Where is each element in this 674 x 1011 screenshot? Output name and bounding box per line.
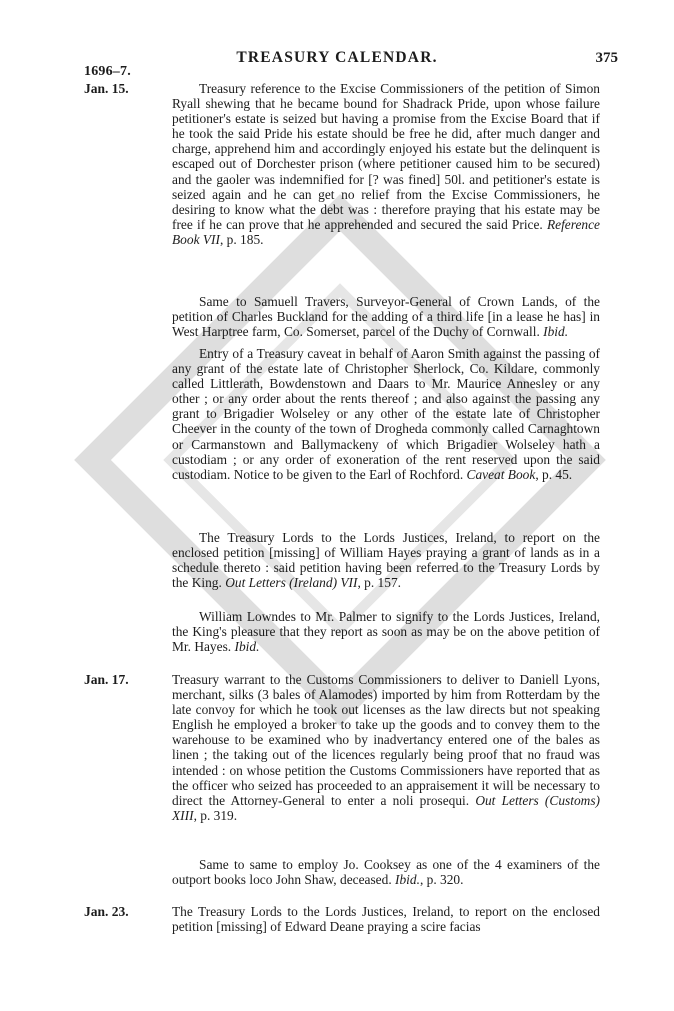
source-reference: Reference Book VII bbox=[172, 216, 600, 247]
entry-text bbox=[172, 81, 600, 247]
source-reference: Ibid. bbox=[395, 872, 420, 888]
source-reference-page: , p. 157. bbox=[357, 575, 401, 591]
source-reference: Out Letters (Ireland) VII bbox=[225, 575, 358, 591]
header-year: 1696–7. bbox=[84, 64, 131, 79]
entry-text bbox=[172, 904, 600, 934]
source-reference: Out Letters (Customs) XIII bbox=[172, 792, 600, 823]
source-reference: Ibid. bbox=[234, 639, 260, 655]
entry-text bbox=[172, 672, 600, 823]
source-reference-page: , p. 45. bbox=[535, 466, 573, 482]
entry-text bbox=[172, 346, 600, 482]
running-title: TREASURY CALENDAR. bbox=[236, 49, 438, 66]
entry-text bbox=[172, 609, 600, 654]
entry-date: Jan. 15. bbox=[84, 81, 129, 96]
entry-body: Same to same to employ Jo. Cooksey as one of the 4 examiners of the outport books loco John Shaw, deceased. bbox=[172, 857, 600, 888]
source-reference-page: , p. 319. bbox=[193, 807, 238, 823]
source-reference: Ibid. bbox=[543, 324, 569, 340]
entry-body: Entry of a Treasury caveat in behalf of Aaron Smith against the passing of any grant of the estate late of Christopher Sherlock, Co. Kildare, commonly called Littlerath, Bowdenstown and Daars to Mr. Maurice Annesley or any other ; or any order about the rents thereof ; and also against the passing any grant to Brigadier Wolseley or any other of the estate late of Christopher Cheever in the county of the town of Drogheda commonly called Carnaghtown or Carmanstown and Ballymackeny of which Brigadier Wolseley hath a custodiam ; or any order of exoneration of the rent reserved upon the said custodiam. Notice to be given to the Earl of Rochford. bbox=[172, 346, 600, 482]
entry-body: William Lowndes to Mr. Palmer to signify to the Lords Justices, Ireland, the King's pleasure that they report as soon as may be on the above petition of Mr. Hayes. bbox=[172, 609, 600, 655]
entry-body: Same to Samuell Travers, Surveyor-General of Crown Lands, of the petition of Charles Buckland for the adding of a third life [in a lease he has] in West Harptree farm, Co. Somerset, parcel of the Duchy of Cornwall. bbox=[172, 294, 600, 340]
entry-body: Treasury warrant to the Customs Commissioners to deliver to Daniell Lyons, merchant, silks (3 bales of Alamodes) imported by him from Rotterdam by the late convoy for which he took out licenses as the law directs but not speaking English he employed a broker to take up the goods and to convey them to the warehouse to be examined who by inadvertancy entered one of the bales as linen ; the taking out of the licences regularly being proof that no fraud was intended : on whose petition the Customs Commissioners have reported that as the officer who seized has proceeded to an appraisement it will be necessary to direct the Attorney-General to enter a noli prosequi. bbox=[172, 672, 600, 808]
entry-body: The Treasury Lords to the Lords Justices, Ireland, to report on the enclosed petition [missing] of William Hayes praying a grant of lands as in a schedule thereto : said petition having been referred to the Treasury Lords by the King. bbox=[172, 530, 600, 591]
entry-text bbox=[172, 857, 600, 887]
source-reference: Caveat Book bbox=[466, 466, 536, 482]
page-number: 375 bbox=[595, 50, 618, 66]
source-reference-page: , p. 320. bbox=[419, 872, 464, 888]
entry-date: Jan. 23. bbox=[84, 904, 129, 919]
entry-body: Treasury reference to the Excise Commissioners of the petition of Simon Ryall shewing that he became bound for Shadrack Pride, upon whose failure petitioner's estate is seized but having a promise from the Excise Board that if he took the said Pride his estate should be free he did, after much danger and charge, apprehend him and accordingly enjoyed his estate but the delinquent is escaped out of Dorchester prison (where petitioner caused him to be secured) and the gaoler was indemnified for [? was fined] 50l. and petitioner's estate is seized again and he can get no relief from the Excise Commissioners, he desiring to know what the debt was : therefore praying that his estate may be free if he can prove that he apprehended and secured the said Price. bbox=[172, 81, 600, 232]
entry-text bbox=[172, 294, 600, 339]
entry-body: The Treasury Lords to the Lords Justices, Ireland, to report on the enclosed petition [missing] of Edward Deane praying a scire facias bbox=[172, 904, 600, 935]
source-reference-page: , p. 185. bbox=[219, 231, 264, 247]
entry-date: Jan. 17. bbox=[84, 672, 129, 687]
entry-text bbox=[172, 530, 600, 590]
